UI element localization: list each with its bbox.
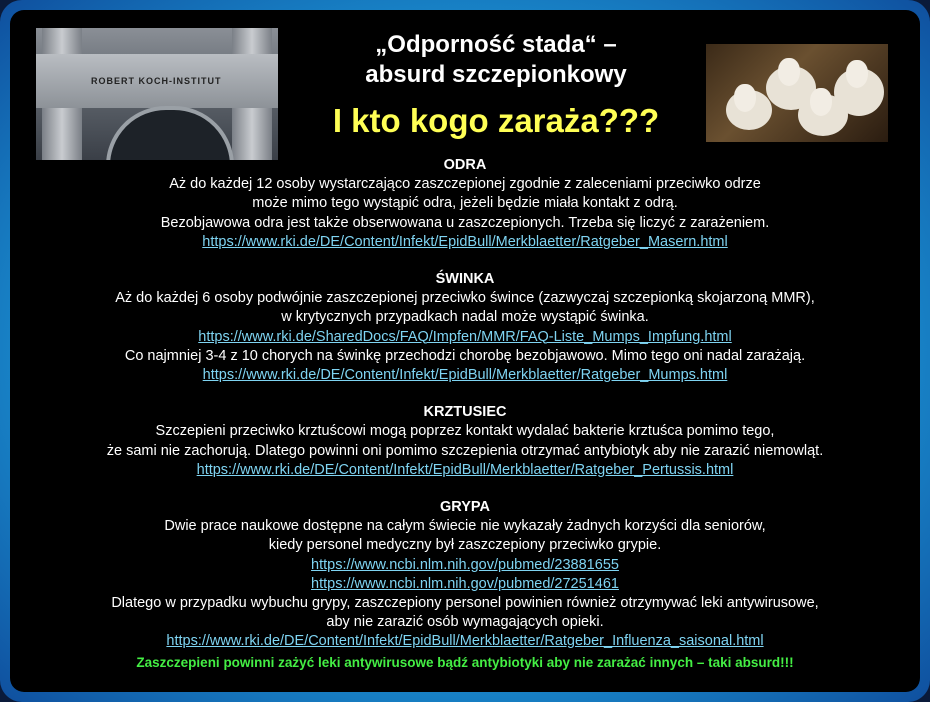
section-heading-odra: ODRA bbox=[443, 157, 487, 173]
poster-panel bbox=[10, 10, 920, 692]
grypa-line-2: kiedy personel medyczny był zaszczepiony przeciwko grypie. bbox=[268, 537, 662, 554]
swinka-line-2: w krytycznych przypadkach nadal może wystąpić świnka. bbox=[281, 309, 649, 326]
grypa-line-1: Dwie prace naukowe dostępne na całym świecie nie wykazały żadnych korzyści dla seniorów, bbox=[164, 518, 766, 535]
title-line-2: absurd szczepionkowy bbox=[365, 61, 627, 88]
title-line-1: „Odporność stada“ – bbox=[375, 31, 617, 58]
footer-conclusion: Zaszczepieni powinni zażyć leki antywirusowe bądź antybiotyki aby nie zarażać innych – taki absurd!!! bbox=[136, 655, 794, 670]
grypa-link-2[interactable]: https://www.ncbi.nlm.nih.gov/pubmed/27251461 bbox=[311, 575, 619, 592]
section-heading-krztusiec: KRZTUSIEC bbox=[423, 404, 507, 421]
content-body bbox=[10, 156, 920, 652]
sheep-head bbox=[734, 84, 756, 112]
odra-line-2: może mimo tego wystąpić odra, jeżeli będzie miała kontakt z odrą. bbox=[252, 195, 678, 212]
krztusiec-link[interactable]: https://www.rki.de/DE/Content/Infekt/EpidBull/Merkblaetter/Ratgeber_Pertussis.html bbox=[196, 461, 734, 478]
swinka-link-1[interactable]: https://www.rki.de/SharedDocs/FAQ/Impfen/MMR/FAQ-Liste_Mumps_Impfung.html bbox=[198, 328, 732, 345]
krztusiec-line-1: Szczepieni przeciwko krztuścowi mogą poprzez kontakt wydalać bakterie krztuśca pomimo tego, bbox=[155, 423, 775, 440]
sheep-head bbox=[846, 60, 868, 88]
section-heading-grypa: GRYPA bbox=[440, 499, 490, 516]
odra-line-3: Bezobjawowa odra jest także obserwowana u zaszczepionych. Trzeba się liczyć z zarażeniem. bbox=[160, 214, 770, 231]
sheep-photo bbox=[706, 44, 888, 142]
grypa-link-3[interactable]: https://www.rki.de/DE/Content/Infekt/EpidBull/Merkblaetter/Ratgeber_Influenza_saisonal.html bbox=[166, 633, 764, 650]
odra-line-1: Aż do każdej 12 osoby wystarczająco zaszczepionej zgodnie z zaleceniami przeciwko odrze bbox=[169, 176, 761, 193]
krztusiec-line-2: że sami nie zachorują. Dlatego powinni oni pomimo szczepienia otrzymać antybiotyk aby nie zarazić niemowląt. bbox=[106, 442, 824, 459]
section-heading-swinka: ŚWINKA bbox=[435, 271, 495, 288]
doorway-arch bbox=[106, 106, 234, 160]
swinka-line-1: Aż do każdej 6 osoby podwójnie zaszczepionej przeciwko śwince (zazwyczaj szczepionką skojarzoną MMR), bbox=[115, 290, 815, 307]
swinka-link-2[interactable]: https://www.rki.de/DE/Content/Infekt/EpidBull/Merkblaetter/Ratgeber_Mumps.html bbox=[202, 367, 728, 384]
grypa-link-1[interactable]: https://www.ncbi.nlm.nih.gov/pubmed/23881655 bbox=[311, 556, 619, 573]
building-sign: ROBERT KOCH-INSTITUT bbox=[91, 76, 222, 86]
odra-link[interactable]: https://www.rki.de/DE/Content/Infekt/EpidBull/Merkblaetter/Ratgeber_Masern.html bbox=[202, 233, 728, 250]
swinka-line-3: Co najmniej 3-4 z 10 chorych na świnkę przechodzi chorobę bezobjawowo. Mimo tego oni nadal zarażają. bbox=[124, 347, 806, 364]
sheep-head bbox=[778, 58, 800, 86]
grypa-line-3: Dlatego w przypadku wybuchu grypy, zaszczepiony personel powinien również otrzymywać leki antywirusowe, bbox=[111, 595, 819, 612]
sheep-head bbox=[810, 88, 832, 116]
title-header bbox=[300, 30, 692, 90]
grypa-line-4: aby nie zarazić osób wymagających opieki. bbox=[326, 614, 604, 631]
robert-koch-institut-photo bbox=[36, 28, 278, 160]
main-title: I kto kogo zaraża??? bbox=[332, 102, 660, 139]
